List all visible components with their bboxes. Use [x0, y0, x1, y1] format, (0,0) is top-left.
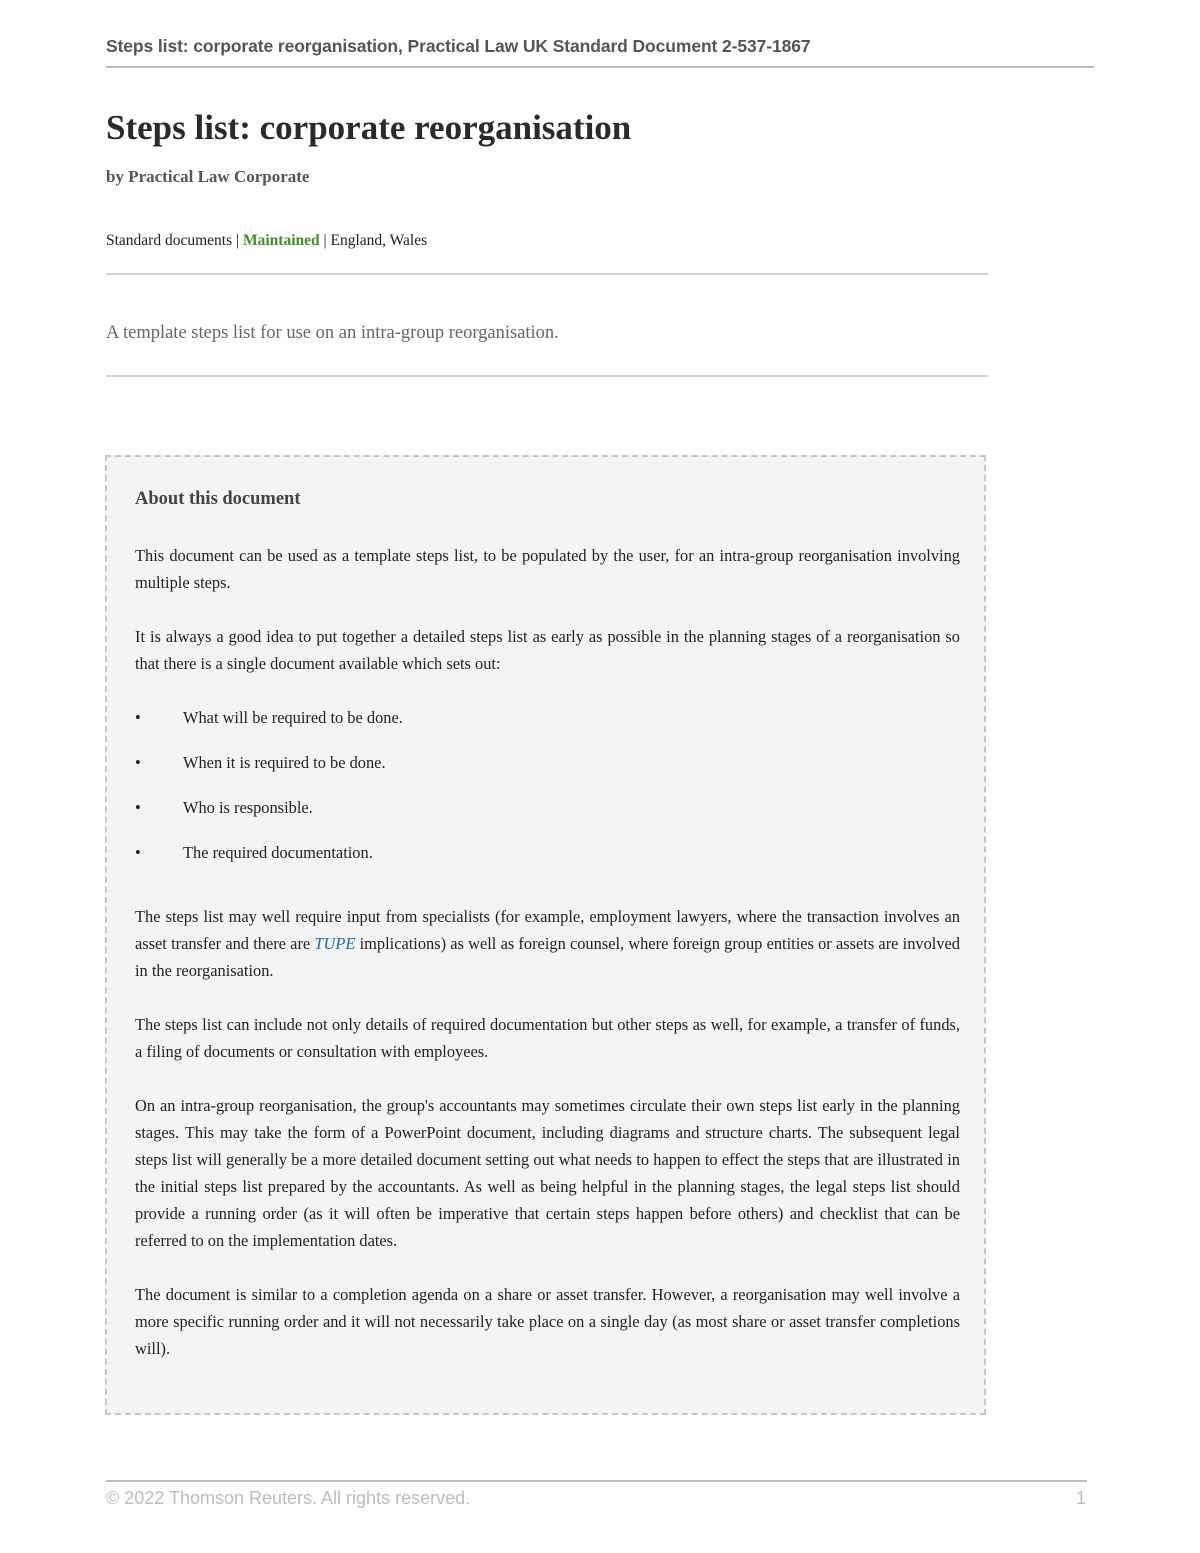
about-heading: About this document: [135, 489, 301, 509]
list-item-text: What will be required to be done.: [183, 708, 403, 727]
list-item: [135, 704, 960, 731]
status-badge: Maintained: [243, 232, 320, 249]
paragraph-text: The steps list may well require input from specialists (for example, employment lawyers, where the transaction involves an asset transfer and there are: [135, 907, 960, 953]
list-item: [135, 749, 960, 776]
document-title: Steps list: corporate reorganisation: [106, 108, 632, 147]
list-item-text: The required documentation.: [183, 843, 373, 862]
bullet-icon: •: [135, 708, 141, 727]
jurisdiction-label: England, Wales: [330, 232, 428, 249]
section-divider: [106, 375, 988, 377]
about-paragraph: This document can be used as a template steps list, to be populated by the user, for an intra-group reorganisation involving multiple steps.: [135, 546, 960, 592]
bullet-icon: •: [135, 843, 141, 862]
running-header-title: Steps list: corporate reorganisation, Practical Law UK Standard Document 2-537-1867: [106, 36, 811, 56]
list-item: [135, 839, 960, 866]
list-item-text: When it is required to be done.: [183, 753, 386, 772]
list-item-text: Who is responsible.: [183, 798, 313, 817]
page-number: 1: [1075, 1488, 1086, 1508]
section-divider: [106, 273, 988, 275]
responsibility-list: [135, 704, 960, 866]
about-content: [135, 487, 960, 1362]
header-divider: [106, 66, 1094, 68]
about-paragraph: On an intra-group reorganisation, the group's accountants may sometimes circulate their own steps list early in the planning stages. This may take the form of a PowerPoint document, including diagrams and structure charts. The subsequent legal steps list will generally be a more detailed document setting out what needs to happen to effect the steps that are illustrated in the initial steps list prepared by the accountants. As well as being helpful in the planning stages, the legal steps list should provide a running order (as it will often be imperative that certain steps happen before others) and checklist that can be referred to on the implementation dates.: [135, 1096, 960, 1250]
tupe-link[interactable]: TUPE: [314, 934, 356, 953]
list-item: [135, 794, 960, 821]
about-paragraph: It is always a good idea to put together a detailed steps list as early as possible in the planning stages of a reorganisation so that there is a single document available which sets out:: [135, 627, 960, 673]
author-byline: by Practical Law Corporate: [106, 167, 310, 186]
about-paragraph: The steps list can include not only details of required documentation but other steps as well, for example, a transfer of funds, a filing of documents or consultation with employees.: [135, 1015, 960, 1061]
meta-separator: |: [323, 232, 327, 249]
document-abstract: A template steps list for use on an intra-group reorganisation.: [106, 323, 559, 343]
about-paragraph: The document is similar to a completion agenda on a share or asset transfer. However, a reorganisation may well involve a more specific running order and it will not necessarily take place on a single day (as most share or asset transfer completions will).: [135, 1285, 960, 1358]
document-meta: [106, 232, 427, 250]
doc-type-label: Standard documents: [106, 232, 233, 249]
about-this-document-box: [105, 455, 986, 1415]
paragraph-text: implications) as well as foreign counsel, where foreign group entities or assets are involved in the reorganisation.: [135, 934, 960, 980]
bullet-icon: •: [135, 798, 141, 817]
copyright-notice: © 2022 Thomson Reuters. All rights reserved.: [106, 1488, 471, 1508]
bullet-icon: •: [135, 753, 141, 772]
footer-divider: [106, 1480, 1087, 1482]
about-paragraph: [135, 903, 960, 984]
meta-separator: |: [236, 232, 240, 249]
